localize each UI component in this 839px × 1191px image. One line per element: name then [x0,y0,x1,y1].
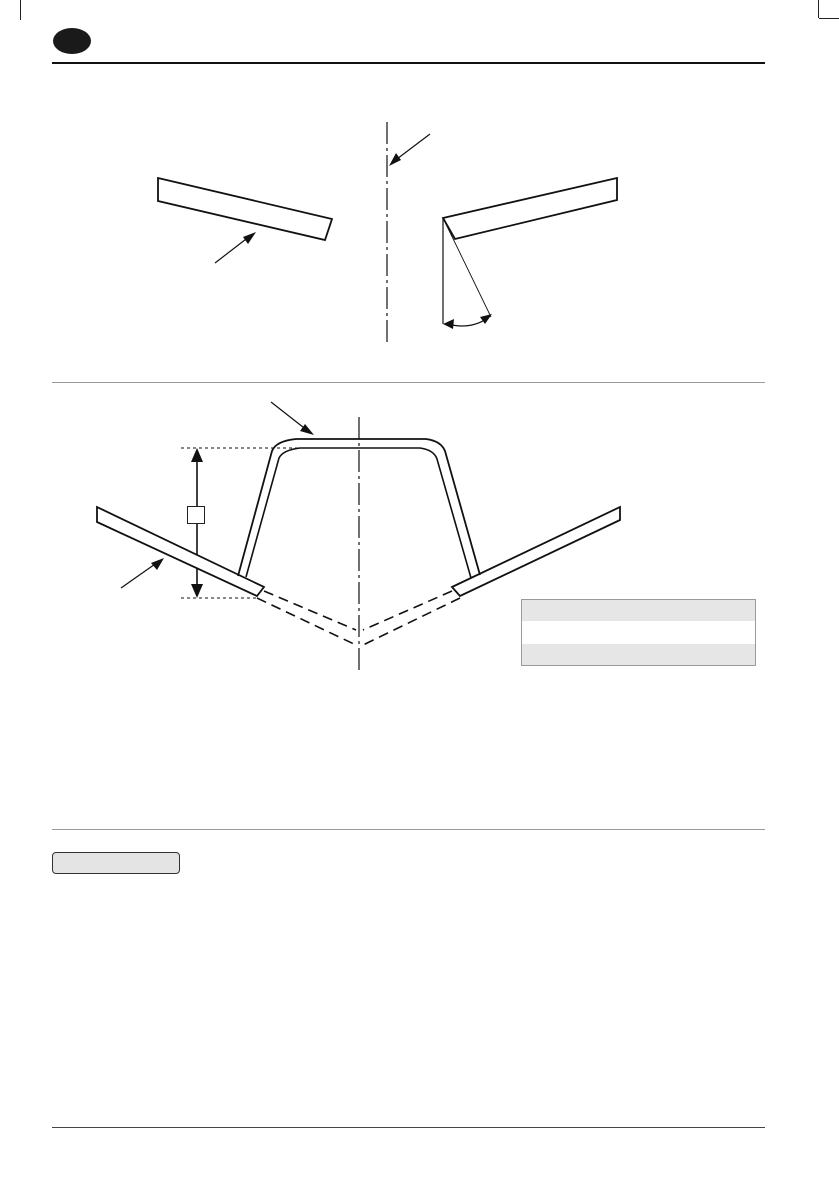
left-blade-arrowhead [243,232,256,244]
angle-arrowhead-left [443,319,454,329]
legend-table-row [522,621,755,644]
legend-table [521,599,756,666]
legend-table-row [522,600,755,621]
dim-arrowhead-top [191,448,203,462]
height-dimension-box [187,506,205,524]
bottom-left-blade-arrowhead [151,558,164,570]
footer-rule [52,1127,765,1128]
bottom-right-blade [452,507,620,596]
projected-left-lower [257,598,356,645]
centerline-arrowhead [389,153,401,166]
right-blade-piece [443,178,617,239]
angle-arrowhead-right [480,314,492,324]
top-figure [158,122,617,344]
hood-pointer-arrow [271,402,308,431]
bottom-left-blade [97,507,264,596]
projected-right-lower [363,598,460,645]
projected-left-upper [264,591,356,630]
legend-table-row [522,644,755,665]
section-divider [52,382,765,383]
left-blade-pointer-arrow [215,236,250,263]
left-blade-piece [158,178,332,240]
projected-right-upper [363,591,452,630]
bottom-left-blade-pointer [121,562,158,588]
section-divider [52,829,765,830]
note-tag [52,852,180,874]
dim-arrowhead-bottom [191,584,203,598]
